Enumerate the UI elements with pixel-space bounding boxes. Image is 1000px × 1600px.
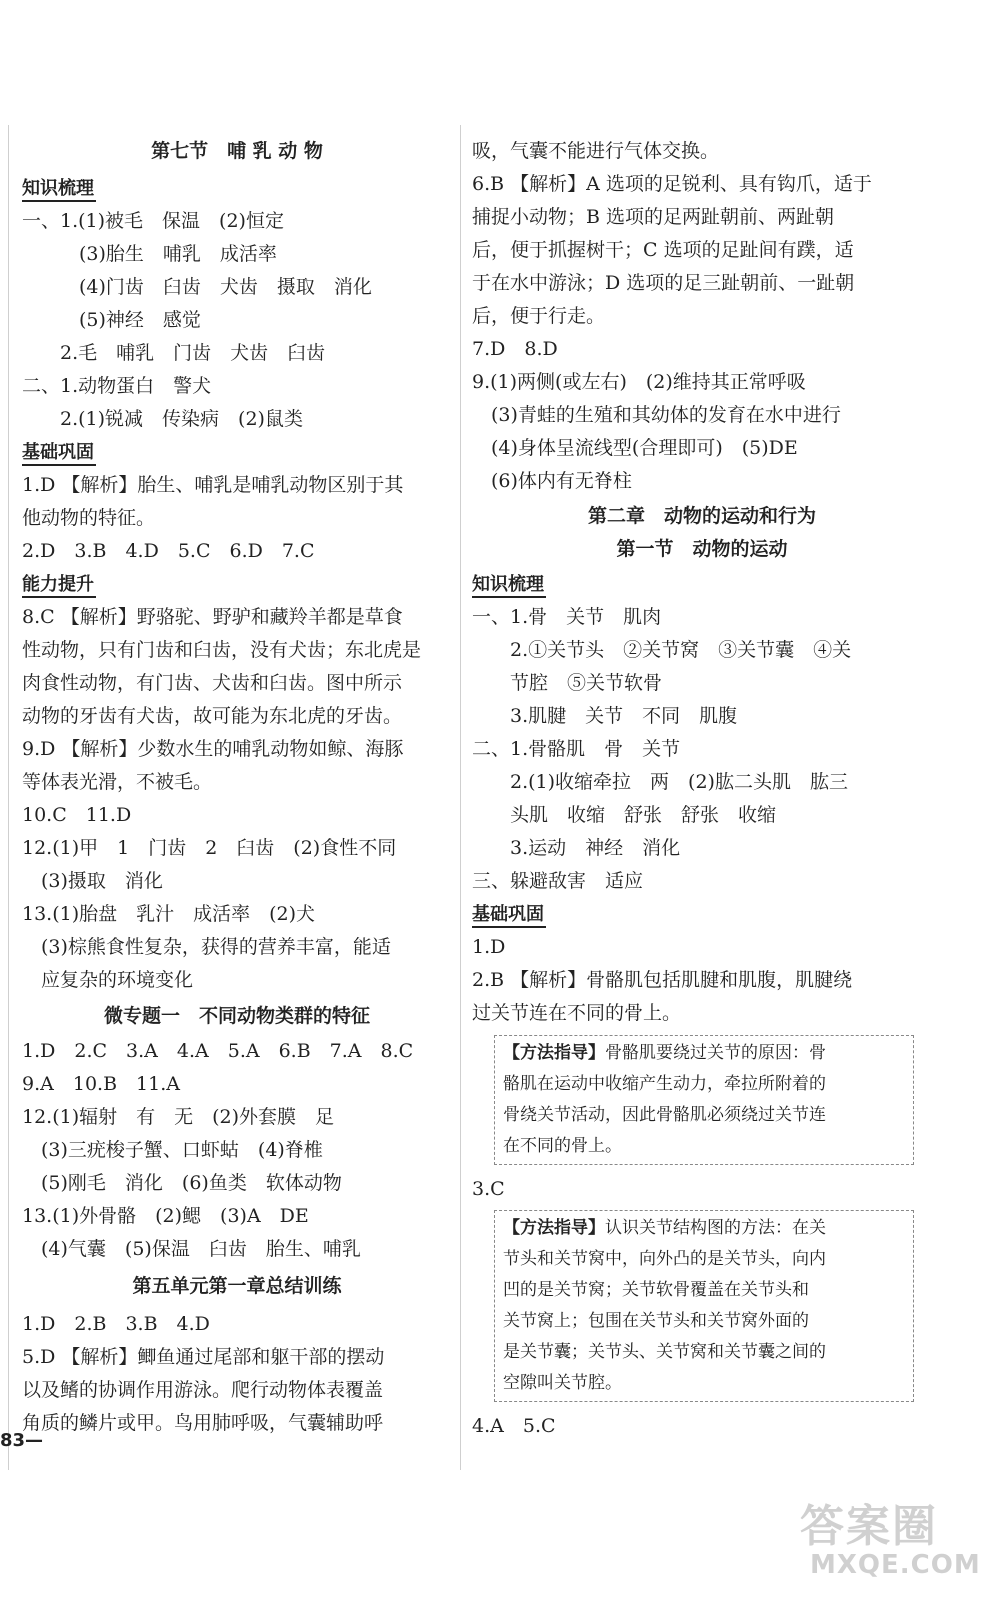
answer-line: 动物的牙齿有犬齿，故可能为东北虎的牙齿。: [22, 705, 403, 727]
watermark-text: 答案圈: [800, 1501, 938, 1552]
answer-line: 二、1.动物蛋白 警犬: [22, 375, 212, 397]
answer-line: 后，便于抓握树干；C 选项的足趾间有蹼，适: [472, 239, 854, 261]
answer-line: 吸，气囊不能进行气体交换。: [472, 140, 720, 162]
answer-line: 捕捉小动物；B 选项的足两趾朝前、两趾朝: [472, 206, 835, 228]
answer-line: (3)青蛙的生殖和其幼体的发育在水中进行: [472, 404, 841, 426]
answer-line: 9.A 10.B 11.A: [22, 1073, 180, 1095]
section-heading: 知识梳理: [22, 175, 94, 203]
answer-line: 10.C 11.D: [22, 804, 132, 826]
answer-line: 2.D 3.B 4.D 5.C 6.D 7.C: [22, 540, 315, 562]
answer-line: 3.肌腱 关节 不同 肌腹: [472, 705, 738, 727]
answer-line: 9.D 【解析】少数水生的哺乳动物如鲸、海豚: [22, 738, 404, 760]
left-margin-rule: [8, 125, 9, 1470]
section-heading: 基础巩固: [22, 439, 94, 467]
answer-line: (3)胎生 哺乳 成活率: [22, 243, 277, 265]
method-guide-tag: 【方法指导】: [503, 1218, 605, 1238]
answer-line: (3)摄取 消化: [22, 870, 163, 892]
answer-line: (4)门齿 臼齿 犬齿 摄取 消化: [22, 276, 372, 298]
method-guide-text: 在不同的骨上。: [503, 1136, 622, 1156]
answer-line: 12.(1)甲 1 门齿 2 臼齿 (2)食性不同: [22, 837, 397, 859]
chapter-title: 第二章 动物的运动和行为: [587, 505, 816, 527]
answer-line: 8.C 【解析】野骆驼、野驴和藏羚羊都是草食: [22, 606, 403, 628]
summary-title: 第五单元第一章总结训练: [132, 1275, 342, 1297]
answer-line: 2.毛 哺乳 门齿 犬齿 臼齿: [22, 342, 326, 364]
column-divider: [460, 125, 461, 1470]
watermark-url: MXQE.COM: [810, 1550, 981, 1580]
answer-line: 3.运动 神经 消化: [472, 837, 681, 859]
answer-line: (3)三疣梭子蟹、口虾蛄 (4)脊椎: [22, 1139, 323, 1161]
answer-line: 肉食性动物，有门齿、犬齿和臼齿。图中所示: [22, 672, 403, 694]
answer-line: 一、1.骨 关节 肌肉: [472, 606, 662, 628]
answer-line: 2.(1)锐减 传染病 (2)鼠类: [22, 408, 303, 430]
answer-line: 二、1.骨骼肌 骨 关节: [472, 738, 681, 760]
answer-line: (5)刚毛 消化 (6)鱼类 软体动物: [22, 1172, 342, 1194]
answer-line: 3.C: [472, 1178, 505, 1200]
section-title: 第一节 动物的运动: [616, 538, 788, 560]
method-guide-text: 节头和关节窝中，向外凸的是关节头，向内: [503, 1249, 826, 1269]
section-title: 第七节 哺 乳 动 物: [151, 140, 323, 162]
answer-line: 4.A 5.C: [472, 1415, 556, 1437]
method-guide-text: 骼肌在运动中收缩产生动力，牵拉所附着的: [503, 1074, 826, 1094]
answer-line: 他动物的特征。: [22, 507, 156, 529]
answer-line: 节腔 ⑤关节软骨: [472, 672, 663, 694]
answer-line: 过关节连在不同的骨上。: [472, 1002, 682, 1024]
answer-line: (6)体内有无脊柱: [472, 470, 632, 492]
answer-line: 13.(1)胎盘 乳汁 成活率 (2)犬: [22, 903, 316, 925]
answer-line: 等体表光滑，不被毛。: [22, 771, 213, 793]
special-topic-title: 微专题一 不同动物类群的特征: [103, 1005, 370, 1027]
answer-line: 于在水中游泳；D 选项的足三趾朝前、一趾朝: [472, 272, 855, 294]
answer-line: 1.D: [472, 936, 506, 958]
answer-line: 1.D 2.B 3.B 4.D: [22, 1313, 210, 1335]
answer-line: 1.D 2.C 3.A 4.A 5.A 6.B 7.A 8.C: [22, 1040, 414, 1062]
answer-line: 头肌 收缩 舒张 舒张 收缩: [472, 804, 777, 826]
answer-line: 后，便于行走。: [472, 305, 606, 327]
answer-line: 1.D 【解析】胎生、哺乳是哺乳动物区别于其: [22, 474, 404, 496]
answer-line: 性动物，只有门齿和臼齿，没有犬齿；东北虎是: [22, 639, 422, 661]
answer-line: 13.(1)外骨骼 (2)鳃 (3)A DE: [22, 1205, 309, 1227]
watermark-logo: [800, 1490, 980, 1590]
answer-line: 5.D 【解析】鲫鱼通过尾部和躯干部的摆动: [22, 1346, 385, 1368]
method-guide-text: 骨绕关节活动，因此骨骼肌必须绕过关节连: [503, 1105, 826, 1125]
answer-line: 6.B 【解析】A 选项的足锐利、具有钩爪，适于: [472, 173, 872, 195]
answer-line: 7.D 8.D: [472, 338, 558, 360]
answer-line: 以及鳍的协调作用游泳。爬行动物体表覆盖: [22, 1379, 384, 1401]
answer-line: 角质的鳞片或甲。鸟用肺呼吸，气囊辅助呼: [22, 1412, 384, 1434]
method-guide-text: 关节窝上；包围在关节头和关节窝外面的: [503, 1311, 809, 1331]
answer-line: 2.B 【解析】骨骼肌包括肌腱和肌腹，肌腱绕: [472, 969, 853, 991]
answer-line: 一、1.(1)被毛 保温 (2)恒定: [22, 210, 284, 232]
section-heading: 能力提升: [22, 571, 94, 599]
method-guide-text: 骨骼肌要绕过关节的原因：骨: [605, 1043, 826, 1063]
method-guide-text: 认识关节结构图的方法：在关: [605, 1218, 826, 1238]
method-guide-box: [494, 1035, 914, 1165]
answer-line: 三、躲避敌害 适应: [472, 870, 644, 892]
method-guide-box: [494, 1210, 914, 1402]
answer-line: 9.(1)两侧(或左右) (2)维持其正常呼吸: [472, 371, 806, 393]
section-heading: 知识梳理: [472, 571, 544, 599]
answer-line: 应复杂的环境变化: [22, 969, 194, 991]
answer-line: 12.(1)辐射 有 无 (2)外套膜 足: [22, 1106, 335, 1128]
answer-line: (3)棕熊食性复杂，获得的营养丰富，能适: [22, 936, 391, 958]
method-guide-text: 是关节囊；关节头、关节窝和关节囊之间的: [503, 1342, 826, 1362]
answer-line: (4)气囊 (5)保温 臼齿 胎生、哺乳: [22, 1238, 361, 1260]
answer-line: (4)身体呈流线型(合理即可) (5)DE: [472, 437, 798, 459]
method-guide-tag: 【方法指导】: [503, 1043, 605, 1063]
section-heading: 基础巩固: [472, 901, 544, 929]
answer-line: 2.(1)收缩牵拉 两 (2)肱二头肌 肱三: [472, 771, 848, 793]
method-guide-text: 空隙叫关节腔。: [503, 1373, 622, 1393]
method-guide-text: 凹的是关节窝；关节软骨覆盖在关节头和: [503, 1280, 809, 1300]
page-number: 83—: [0, 1430, 44, 1451]
answer-line: (5)神经 感觉: [22, 309, 201, 331]
answer-line: 2.①关节头 ②关节窝 ③关节囊 ④关: [472, 639, 852, 661]
